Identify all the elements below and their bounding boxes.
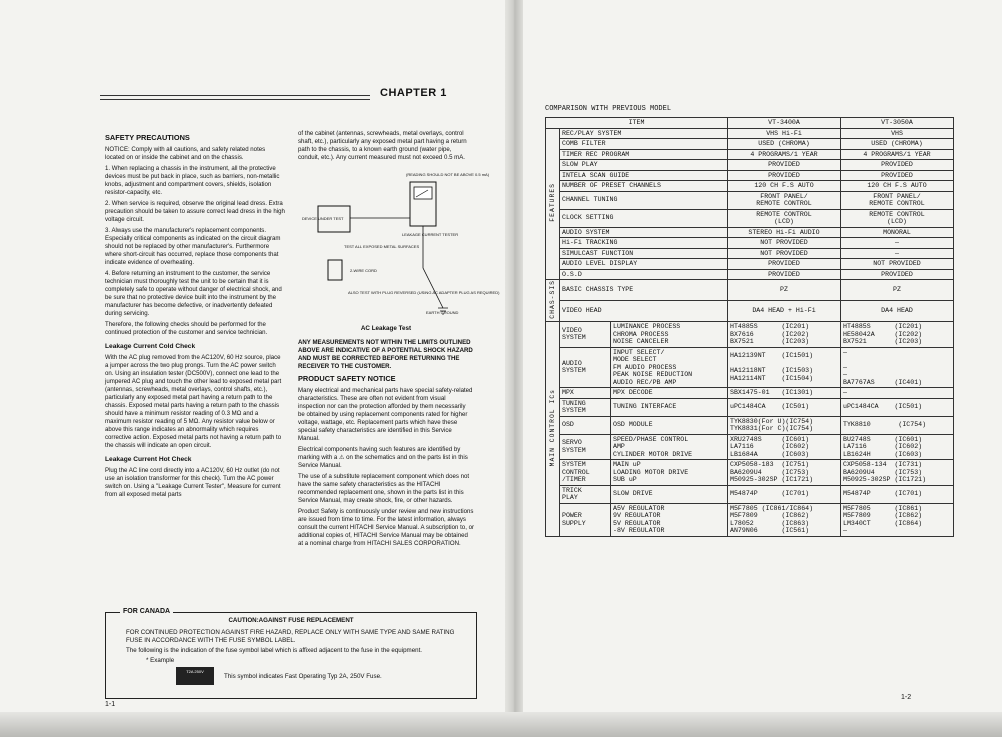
diagram-label-cord: 2-WIRE CORD: [350, 268, 377, 273]
table-row: [546, 485, 954, 503]
canada-line-2: The following is the indication of the fuse symbol label which is affixed adjacent to the fuse in the equipment.: [126, 647, 423, 654]
model-1-value: NOT PROVIDED: [728, 248, 841, 259]
ic-system: VIDEO SYSTEM: [560, 322, 611, 348]
model-1-value: NOT PROVIDED: [728, 238, 841, 249]
model-2-ic: TYK8810 (IC754): [841, 416, 954, 434]
notice-text: NOTICE: Comply with all cautions, and safety related notes located on or inside the cabinet and on the chassis.: [105, 146, 266, 161]
table-row: [546, 259, 954, 270]
model-1-ic: SBX1475-01 (IC1301): [728, 388, 841, 399]
model-1-value: PROVIDED: [728, 269, 841, 280]
ic-group: [546, 322, 560, 537]
canada-caution-title: CAUTION:AGAINST FUSE REPLACEMENT: [228, 617, 354, 624]
safety-item-1: 1. When replacing a chassis in the instrument, all the protective devices must be put back in place, such as barriers, non-metallic knobs, adjustment and compartment covers, shields, isolation resistor-capacity, etc.: [105, 165, 280, 196]
feature-item: TIMER REC PROGRAM: [560, 149, 728, 160]
chapter-header: [100, 85, 480, 101]
product-safety-p3: The use of a substitute replacement component which does not have the same safety characteristics as the HITACHI recommended replacement one, shown in the parts list in this Service Manual, may create shock, fire, or other hazards.: [298, 473, 470, 504]
model-2-value: DA4 HEAD: [841, 301, 954, 322]
fuse-symbol-text: This symbol indicates Fast Operating Typ 2A, 250V Fuse.: [224, 673, 382, 680]
diagram-label-also: ALSO TEST WITH PLUG REVERSED (USING AC ADAPTER PLUG AS REQUIRED): [348, 290, 500, 295]
diagram-caption: AC Leakage Test: [360, 325, 412, 332]
canada-tag: FOR CANADA: [120, 608, 173, 616]
ac-leakage-diagram: [298, 168, 500, 320]
model-1-ic: M54874P (IC701): [728, 485, 841, 503]
comparison-title: COMPARISON WITH PREVIOUS MODEL: [545, 105, 672, 113]
model-1-ic: CXP5058-183 (IC751) BA6209U4 (IC753) M50925-302SP (IC1721): [728, 460, 841, 486]
model-2-value: NOT PROVIDED: [841, 259, 954, 270]
feature-item: AUDIO SYSTEM: [560, 227, 728, 238]
diagram-label-device: DEVICE UNDER TEST: [302, 216, 344, 221]
product-safety-p4: Product Safety is continuously under review and new instructions are issued from time to time. For the latest information, always consult the current HITACHI Service Manual. A subscription to, or additional copies of, HITACHI Service Manual may be obtained at a nominal charge from HITACHI SALES CORPORATION.: [298, 508, 475, 547]
page-number-right: 1-2: [901, 694, 912, 701]
model-2-value: 120 CH F.S AUTO: [841, 181, 954, 192]
ic-function: A5V REGULATOR 9V REGULATOR 5V REGULATOR -8V REGULATOR: [611, 503, 728, 536]
model-1-value: USED (CHROMA): [728, 139, 841, 150]
model-2-value: —: [841, 238, 954, 249]
table-row: [546, 388, 954, 399]
header-model-1: VT-3400A: [728, 118, 841, 129]
product-safety-title: PRODUCT SAFETY NOTICE: [298, 374, 396, 383]
model-2-value: PROVIDED: [841, 170, 954, 181]
model-1-value: PROVIDED: [728, 160, 841, 171]
table-row: [546, 322, 954, 348]
table-row: [546, 416, 954, 434]
feature-item: Hi-Fi TRACKING: [560, 238, 728, 249]
table-row: [546, 238, 954, 249]
header-model-2: VT-3050A: [841, 118, 954, 129]
page-number-left: 1-1: [105, 701, 116, 708]
ground-lead: [423, 226, 443, 308]
model-2-value: REMOTE CONTROL (LCD): [841, 209, 954, 227]
model-1-ic: M5F7805 (IC861/IC864) M5F7809 (IC862) L78052 (IC863) AN79N06 (IC561): [728, 503, 841, 536]
product-safety-p2: Electrical components having such features are identified by marking with a ⚠ on the schematics and on the parts list in this Service Manual.: [298, 446, 468, 469]
chassis-item: VIDEO HEAD: [560, 301, 728, 322]
ic-system: TUNING SYSTEM: [560, 398, 611, 416]
safety-title: SAFETY PRECAUTIONS: [105, 133, 190, 142]
ic-system: TRICK PLAY: [560, 485, 611, 503]
model-1-value: STEREO Hi-Fi AUDIO: [728, 227, 841, 238]
feature-item: O.S.D: [560, 269, 728, 280]
feature-item: COMB FILTER: [560, 139, 728, 150]
model-2-ic: —: [841, 388, 954, 399]
table-row: [546, 181, 954, 192]
hot-check-title: Leakage Current Hot Check: [105, 456, 192, 463]
chapter-title: CHAPTER 1: [380, 87, 447, 99]
table-row: [546, 434, 954, 460]
model-1-ic: uPC1484CA (IC501): [728, 398, 841, 416]
ic-function: OSD MODULE: [611, 416, 728, 434]
model-2-ic: M54874P (IC701): [841, 485, 954, 503]
ic-function: MPX DECODE: [611, 388, 728, 399]
table-header-row: [546, 118, 954, 129]
table-row: [546, 128, 954, 139]
table-row: [546, 269, 954, 280]
right-column: [298, 130, 500, 551]
model-1-ic: XRU2748S (IC601) LA7116 (IC602) LB1684A (IC603): [728, 434, 841, 460]
left-column: [105, 130, 285, 502]
ic-system: SYSTEM CONTROL /TIMER: [560, 460, 611, 486]
ic-system: OSD: [560, 416, 611, 434]
model-2-value: MONORAL: [841, 227, 954, 238]
canada-example: * Example: [146, 657, 175, 664]
ic-system: POWER SUPPLY: [560, 503, 611, 536]
ic-function: MAIN uP LOADING MOTOR DRIVE SUB uP: [611, 460, 728, 486]
fuse-symbol-label: T2A 250V: [176, 667, 214, 685]
table-row: [546, 160, 954, 171]
ic-system: AUDIO SYSTEM: [560, 347, 611, 388]
model-1-value: REMOTE CONTROL (LCD): [728, 209, 841, 227]
warning-text: ANY MEASUREMENTS NOT WITHIN THE LIMITS OUTLINED ABOVE ARE INDICATIVE OF A POTENTIAL SHOCK HAZARD AND MUST BE CORRECTED BEFORE RETURNING THE RECEIVER TO THE CUSTOMER.: [298, 339, 473, 370]
safety-item-2: 2. When service is required, observe the original lead dress. Extra precaution should be taken to assure correct lead dress in the high voltage circuit.: [105, 200, 285, 223]
feature-item: INTELA SCAN GUIDE: [560, 170, 728, 181]
model-1-value: DA4 HEAD + Hi-Fi: [728, 301, 841, 322]
model-2-ic: BU2748S (IC601) LA7116 (IC602) LB1624H (IC603): [841, 434, 954, 460]
table-row: [546, 460, 954, 486]
left-page: [100, 85, 505, 710]
model-2-value: VHS: [841, 128, 954, 139]
table-row: [546, 398, 954, 416]
model-1-value: 120 CH F.S AUTO: [728, 181, 841, 192]
model-2-ic: CXP5058-134 (IC731) BA6209U4 (IC753) M50925-302SP (IC1721): [841, 460, 954, 486]
feature-item: CLOCK SETTING: [560, 209, 728, 227]
model-2-ic: HT4885S (IC201) HE58042A (IC202) BX7521 (IC203): [841, 322, 954, 348]
model-2-value: USED (CHROMA): [841, 139, 954, 150]
table-row: [546, 248, 954, 259]
chassis-item: BASIC CHASSIS TYPE: [560, 280, 728, 301]
table-row: [546, 503, 954, 536]
cold-check-title: Leakage Current Cold Check: [105, 343, 196, 350]
model-2-ic: M5F7805 (IC861) M5F7809 (IC862) LM340CT (IC864) —: [841, 503, 954, 536]
safety-item-3: 3. Always use the manufacturer's replacement components. Especially critical components as indicated on the circuit diagram should not be replaced by other manufacturer's. Furthermore where short-circuit has occurred, replace those components that indicate evidence of overheating.: [105, 227, 281, 266]
model-2-value: —: [841, 248, 954, 259]
book-spine: [505, 0, 523, 737]
header-item: ITEM: [546, 118, 728, 129]
features-group: [546, 128, 560, 280]
diagram-label-test-all: TEST ALL EXPOSED METAL SURFACES: [344, 244, 420, 249]
table-row: [546, 280, 954, 301]
ic-function: INPUT SELECT/ MODE SELECT FM AUDIO PROCESS PEAK NOISE REDUCTION AUDIO REC/PB AMP: [611, 347, 728, 388]
chassis-group: [546, 280, 560, 322]
model-1-value: VHS Hi-Fi: [728, 128, 841, 139]
model-2-value: FRONT PANEL/ REMOTE CONTROL: [841, 191, 954, 209]
feature-item: SLOW PLAY: [560, 160, 728, 171]
ic-function: TUNING INTERFACE: [611, 398, 728, 416]
table-row: [546, 149, 954, 160]
canada-caution-box: [105, 608, 477, 699]
model-2-ic: — — — BA7767AS (IC401): [841, 347, 954, 388]
model-1-ic: TYK8830(For U)(IC754) TYK8831(For C)(IC754): [728, 416, 841, 434]
table-row: [546, 227, 954, 238]
ic-function: LUMINANCE PROCESS CHROMA PROCESS NOISE CANCELER: [611, 322, 728, 348]
model-1-value: PROVIDED: [728, 170, 841, 181]
table-row: [546, 139, 954, 150]
ic-function: SPEED/PHASE CONTROL AMP CYLINDER MOTOR DRIVE: [611, 434, 728, 460]
page-bottom-shadow: [0, 712, 1002, 737]
model-2-value: 4 PROGRAMS/1 YEAR: [841, 149, 954, 160]
feature-item: SIMULCAST FUNCTION: [560, 248, 728, 259]
feature-item: AUDIO LEVEL DISPLAY: [560, 259, 728, 270]
model-1-value: PZ: [728, 280, 841, 301]
ic-system: SERVO SYSTEM: [560, 434, 611, 460]
features-group-label: FEATURES: [548, 183, 556, 222]
feature-item: REC/PLAY SYSTEM: [560, 128, 728, 139]
table-row: [546, 301, 954, 322]
diagram-label-tester: LEAKAGE CURRENT TESTER: [402, 232, 459, 237]
table-row: [546, 209, 954, 227]
canada-line-1: FOR CONTINUED PROTECTION AGAINST FIRE HAZARD, REPLACE ONLY WITH SAME TYPE AND SAME RATING FUSE IN ACCORDANCE WITH THE FUSE SYMBOL LABEL.: [126, 629, 455, 644]
safety-item-4: 4. Before returning an instrument to the customer, the service technician must thoroughly test the unit to be certain that it is completely safe to operate without danger of electrical shock, and be sure that no protective device built into the instrument by the manufacturer has become defective, or inadvertently defeated during servicing.: [105, 270, 282, 317]
chassis-group-label: CHAS-SIS: [548, 280, 556, 319]
model-1-ic: HA12139NT (IC1501) HA12118NT (IC1503) HA12114NT (IC1504): [728, 347, 841, 388]
model-2-value: PROVIDED: [841, 269, 954, 280]
wall-outlet: [328, 260, 342, 280]
hot-check-continued: of the cabinet (antennas, screwheads, metal overlays, control shaft, etc.), particularly any exposed metal part having a return path to the chassis, to a known earth ground (water pipe, conduit, etc.). Any current measured must not exceed 0.5 mA.: [298, 130, 467, 161]
model-1-ic: HT4885S (IC201) BX7616 (IC202) BX7521 (IC203): [728, 322, 841, 348]
model-1-value: 4 PROGRAMS/1 YEAR: [728, 149, 841, 160]
feature-item: CHANNEL TUNING: [560, 191, 728, 209]
hot-check-text: Plug the AC line cord directly into a AC120V, 60 Hz outlet (do not use an isolation transformer for this check). Turn the AC power switch on. Using a "Leakage Current Tester", Measure for current from all exposed metal parts: [105, 467, 281, 498]
model-2-value: PROVIDED: [841, 160, 954, 171]
model-2-value: PZ: [841, 280, 954, 301]
table-row: [546, 170, 954, 181]
ic-function: SLOW DRIVE: [611, 485, 728, 503]
model-1-value: PROVIDED: [728, 259, 841, 270]
feature-item: NUMBER OF PRESET CHANNELS: [560, 181, 728, 192]
therefore-text: Therefore, the following checks should be performed for the continued protection of the customer and service technician.: [105, 321, 268, 336]
ic-system: MPX: [560, 388, 611, 399]
model-1-value: FRONT PANEL/ REMOTE CONTROL: [728, 191, 841, 209]
diagram-label-earth: EARTH GROUND: [426, 310, 459, 315]
chapter-rule: [100, 99, 370, 100]
cold-check-text: With the AC plug removed from the AC120V, 60 Hz source, place a jumper across the two plug prongs. Turn the AC power switch on. Using an insulation tester (DC500V), connect one lead to the jumpered AC plug and touch the other lead to exposed metal part (antennas, screwheads, metal overlays, control shafts, etc.), particularly any exposed metal part having a return path to the chassis. Exposed metal parts having a return path to the chassis should have a minimum resistor reading of 0.3 MΩ and a maximum resistor reading of 5 MΩ. Any resistor value below or above this range indicates an abnormality which requires corrective action. Exposed metal parts not having a return path to the chassis will indicate an open circuit.: [105, 354, 282, 449]
comparison-table: [545, 117, 954, 537]
diagram-label-reading: (READING SHOULD NOT BE ABOVE 0.5 mA): [406, 172, 490, 177]
product-safety-p1: Many electrical and mechanical parts have special safety-related characteristics. These are often not evident from visual inspection nor can the protection afforded by them necessarily be obtained by using replacement components rated for higher voltage, wattage, etc. Replacement parts which have these special safety characteristics are identified in this Service Manual.: [298, 387, 473, 442]
ic-group-label: MAIN CONTROL ICs: [548, 389, 556, 467]
table-row: [546, 191, 954, 209]
table-row: [546, 347, 954, 388]
model-2-ic: uPC1484CA (IC501): [841, 398, 954, 416]
chapter-rule: [100, 95, 370, 96]
